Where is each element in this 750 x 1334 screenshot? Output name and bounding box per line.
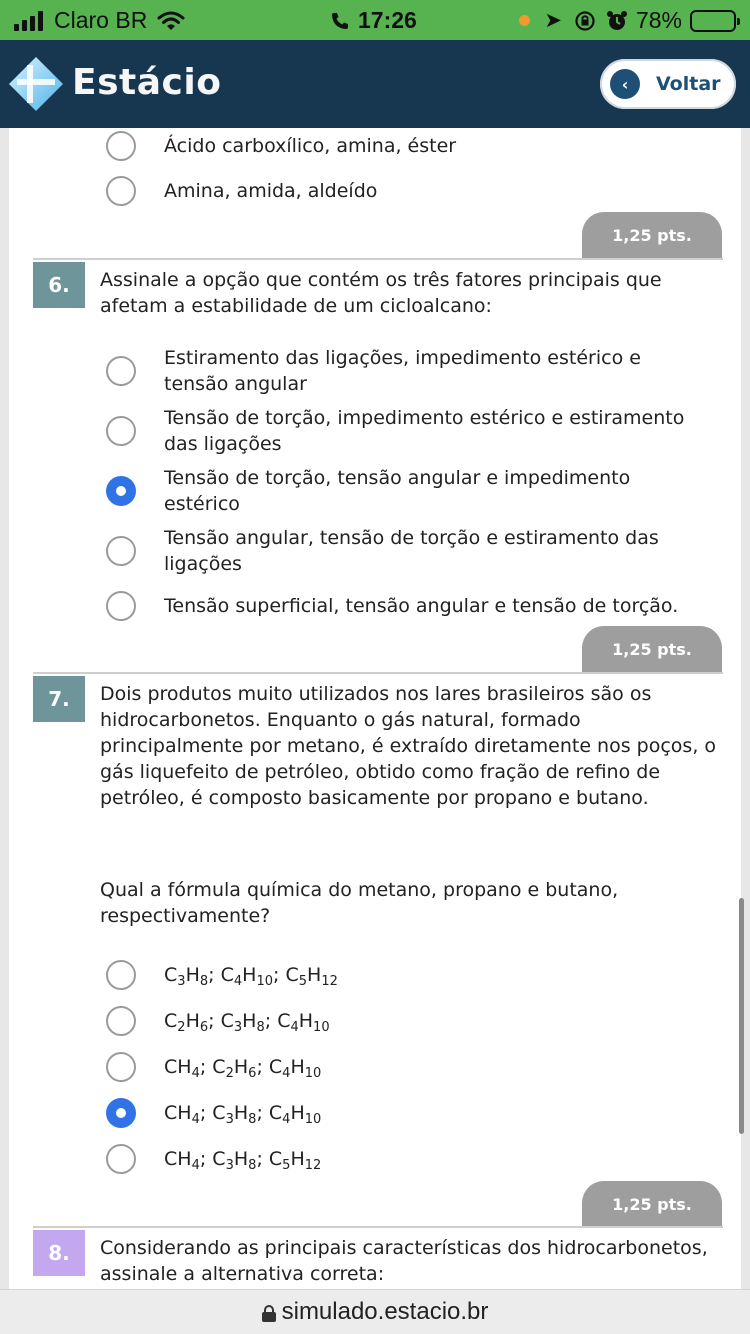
q6-option-radio-4[interactable] (106, 536, 136, 566)
carrier-name: Claro BR (54, 7, 148, 33)
q6-option-5[interactable] (106, 591, 704, 621)
q5-option-radio-2[interactable] (106, 176, 136, 206)
q7-option-1[interactable] (106, 960, 704, 990)
clock: 17:26 (358, 7, 417, 33)
q6-option-text-5: Tensão superficial, tensão angular e tensão de torção. (164, 595, 679, 617)
q6-divider (33, 258, 723, 260)
q5-option-text-2: Amina, amida, aldeído (164, 180, 378, 202)
q7-question-prompt: Qual a fórmula química do metano, propano e butano, respectivamente? (100, 879, 619, 927)
q6-option-radio-1[interactable] (106, 356, 136, 386)
browser-url-bar[interactable] (0, 1289, 750, 1334)
back-button-label: Voltar (656, 73, 721, 95)
q7-option-text-4: $CH_4$; $C_3H_8$; $C_4H_{10}$ (164, 1102, 322, 1127)
q6-option-2[interactable] (106, 405, 704, 457)
q6-question-text: Assinale a opção que contém os três fatores principais que afetam a estabilidade de um cicloalcano: (100, 269, 662, 317)
q6-option-4[interactable] (106, 525, 704, 577)
q7-option-text-5: $CH_4$; $C_3H_8$; $C_5H_{12}$ (164, 1148, 322, 1173)
q6-option-text-2: Tensão de torção, impedimento estérico e estiramento das ligações (164, 407, 685, 455)
q5-option-1[interactable] (106, 131, 704, 161)
q7-option-5[interactable] (106, 1144, 704, 1174)
status-bar (0, 0, 750, 40)
location-arrow-icon: ➤ (544, 9, 562, 32)
battery-icon (690, 10, 736, 32)
rotation-lock-icon (574, 10, 596, 32)
q6-option-text-1: Estiramento das ligações, impedimento estérico e tensão angular (164, 347, 641, 395)
status-left (14, 7, 185, 34)
q8-number: 8. (33, 1230, 85, 1276)
lock-icon (262, 1305, 276, 1322)
wifi-icon (157, 10, 185, 32)
q7-divider (33, 672, 723, 674)
q7-option-radio-2[interactable] (106, 1006, 136, 1036)
q7-option-4[interactable] (106, 1098, 704, 1128)
left-gutter (0, 128, 9, 1289)
q8-question-text: Considerando as principais características dos hidrocarbonetos, assinale a alternativa correta: (100, 1237, 708, 1285)
q8-points-badge: 1,25 pts. (582, 1181, 722, 1227)
q6-option-text-3: Tensão de torção, tensão angular e impedimento estérico (164, 467, 631, 515)
q7-option-2[interactable] (106, 1006, 704, 1036)
app-header (0, 40, 750, 128)
q5-option-text-1: Ácido carboxílico, amina, éster (164, 135, 457, 157)
q7-points-badge: 1,25 pts. (582, 626, 722, 672)
q7-option-radio-4[interactable] (106, 1098, 136, 1128)
q7-number: 7. (33, 676, 85, 722)
q6-points-badge: 1,25 pts. (582, 212, 722, 258)
q6-number: 6. (33, 262, 85, 308)
battery-percent: 78% (635, 7, 682, 33)
q7-option-radio-5[interactable] (106, 1144, 136, 1174)
q7-option-text-1: $C_3H_8$; $C_4H_{10}$; $C_5H_{12}$ (164, 964, 338, 989)
q6-option-radio-5[interactable] (106, 591, 136, 621)
q6-option-1[interactable] (106, 345, 704, 397)
q6-option-text-4: Tensão angular, tensão de torção e estiramento das ligações (164, 527, 659, 575)
status-center (330, 7, 417, 34)
scrollbar-thumb[interactable] (739, 898, 744, 1134)
brand-name: Estácio (72, 62, 222, 103)
privacy-indicator-icon (519, 15, 530, 26)
q6-option-3[interactable] (106, 465, 704, 517)
alarm-icon (606, 10, 628, 32)
chevron-left-icon: ‹ (610, 69, 640, 99)
exam-content[interactable] (0, 128, 750, 1289)
phone-call-icon (330, 11, 350, 31)
q5-option-2[interactable] (106, 176, 704, 206)
q7-option-3[interactable] (106, 1052, 704, 1082)
estacio-logo-icon (8, 56, 64, 112)
q6-option-radio-3[interactable] (106, 476, 136, 506)
url-text: simulado.estacio.br (281, 1298, 489, 1325)
status-right (519, 7, 736, 34)
q7-option-text-3: $CH_4$; $C_2H_6$; $C_4H_{10}$ (164, 1056, 322, 1081)
q7-option-radio-3[interactable] (106, 1052, 136, 1082)
cellular-signal-icon (14, 11, 46, 31)
q7-option-text-2: $C_2H_6$; $C_3H_8$; $C_4H_{10}$ (164, 1010, 330, 1035)
q7-question-text: Dois produtos muito utilizados nos lares brasileiros são os hidrocarbonetos. Enquanto o gás natural, formado principalmente por metano, é extraído diretamente nos poços, o gás liquefeito de petróleo, obtido como fração de refino de petróleo, é composto basicamente por propano e butano. (100, 683, 717, 809)
back-button[interactable] (600, 59, 736, 109)
q8-divider (33, 1226, 723, 1228)
q5-option-radio-1[interactable] (106, 131, 136, 161)
q7-option-radio-1[interactable] (106, 960, 136, 990)
q6-option-radio-2[interactable] (106, 416, 136, 446)
